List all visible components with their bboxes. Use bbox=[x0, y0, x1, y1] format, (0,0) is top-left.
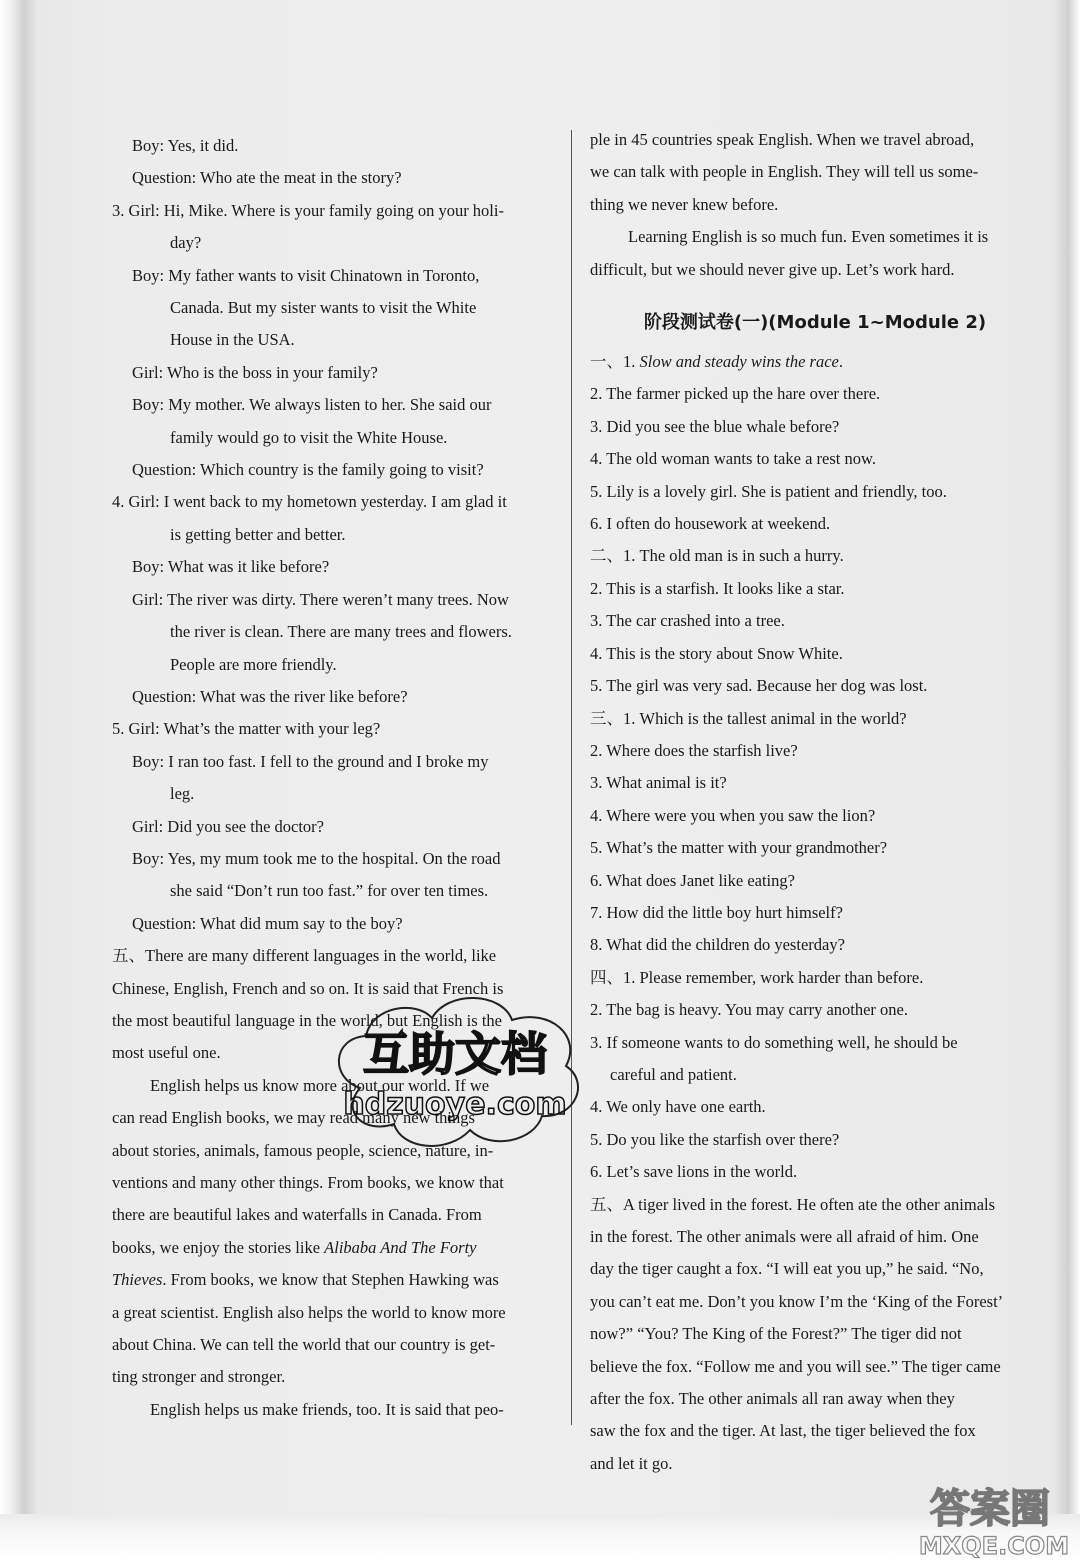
item-5-boy-2: Boy: Yes, my mum took me to the hospital. On the road bbox=[132, 848, 501, 868]
page-right-edge bbox=[1054, 0, 1080, 1560]
item-4-question: Question: What was the river like before? bbox=[132, 686, 408, 706]
passage-line: ting stronger and stronger. bbox=[112, 1367, 286, 1387]
answer-line: 5. What’s the matter with your grandmother? bbox=[590, 838, 888, 858]
answer-line: 2. The farmer picked up the hare over there. bbox=[590, 384, 881, 404]
passage-line: day the tiger caught a fox. “I will eat you up,” he said. “No, bbox=[590, 1259, 984, 1279]
item-3-boy-cont: Canada. But my sister wants to visit the White bbox=[170, 298, 477, 318]
item-5-girl: 5. Girl: What’s the matter with your leg? bbox=[112, 719, 381, 739]
item-5-boy-2-cont: she said “Don’t run too fast.” for over ten times. bbox=[170, 881, 489, 901]
book-title-italic: Thieves bbox=[112, 1270, 163, 1290]
answer-line-cont: careful and patient. bbox=[610, 1064, 737, 1084]
passage-line: ventions and many other things. From books, we know that bbox=[112, 1173, 504, 1192]
passage-text: books, we enjoy the stories like bbox=[112, 1237, 325, 1257]
answer-line: 3. What animal is it? bbox=[590, 773, 727, 793]
answer-line: 6. What does Janet like eating? bbox=[590, 870, 795, 890]
passage-line: believe the fox. “Follow me and you will see.” The tiger came bbox=[590, 1356, 1001, 1376]
answer-line bbox=[590, 346, 1040, 378]
answer-line: 4. Where were you when you saw the lion? bbox=[590, 805, 876, 825]
answer-italic: Slow and steady wins the race bbox=[639, 352, 839, 372]
answer-punct: . bbox=[838, 352, 843, 372]
corner-logo-chinese: 答案圈 bbox=[930, 1486, 1050, 1532]
answer-number: 一、1. bbox=[590, 352, 640, 372]
answer-line: 3. If someone wants to do something well, he should be bbox=[590, 1032, 958, 1052]
passage-line: and let it go. bbox=[590, 1453, 673, 1473]
passage-line: thing we never knew before. bbox=[590, 194, 779, 214]
book-title-italic: Alibaba And The Forty bbox=[324, 1237, 477, 1257]
left-column bbox=[112, 130, 558, 1426]
watermark-chinese: 互助文档 bbox=[363, 1027, 547, 1081]
corner-logo-url: MXQE.COM bbox=[918, 1532, 1070, 1560]
passage-line: the most beautiful language in the world, but English is the bbox=[112, 1010, 502, 1030]
passage-line: now?” “You? The King of the Forest?” The tiger did not bbox=[590, 1324, 962, 1344]
column-divider bbox=[571, 130, 572, 1425]
answer-line: 二、1. The old man is in such a hurry. bbox=[590, 546, 844, 566]
item-3-boy: Boy: My father wants to visit Chinatown in Toronto, bbox=[132, 265, 480, 285]
passage-line bbox=[112, 1264, 558, 1296]
dialog-line: Boy: Yes, it did. bbox=[132, 136, 239, 155]
item-4-boy: Boy: What was it like before? bbox=[132, 557, 330, 577]
answer-line: 3. The car crashed into a tree. bbox=[590, 611, 785, 631]
passage-line: Learning English is so much fun. Even sometimes it is bbox=[628, 227, 989, 247]
right-column bbox=[590, 124, 1040, 1480]
passage-line: most useful one. bbox=[112, 1043, 221, 1063]
answer-line: 6. I often do housework at weekend. bbox=[590, 514, 831, 534]
question-line: Question: Who ate the meat in the story? bbox=[132, 168, 402, 188]
hdzuoye-watermark bbox=[320, 978, 590, 1168]
item-4-girl-2-cont: People are more friendly. bbox=[170, 654, 337, 674]
answer-line: 5. Lily is a lovely girl. She is patient and friendly, too. bbox=[590, 481, 947, 501]
passage-line bbox=[112, 1232, 558, 1264]
passage-line: difficult, but we should never give up. Let’s work hard. bbox=[590, 259, 955, 279]
passage-line: in the forest. The other animals were all afraid of him. One bbox=[590, 1227, 979, 1246]
answer-line: 4. This is the story about Snow White. bbox=[590, 643, 843, 663]
item-4-girl-cont: is getting better and better. bbox=[170, 524, 346, 544]
item-3-girl-2: Girl: Who is the boss in your family? bbox=[132, 362, 378, 382]
item-5-boy-cont: leg. bbox=[170, 784, 195, 804]
item-5-girl-2: Girl: Did you see the doctor? bbox=[132, 816, 324, 836]
passage-line: 五、There are many different languages in the world, like bbox=[112, 946, 497, 966]
item-4-girl-2-cont: the river is clean. There are many trees and flowers. bbox=[170, 622, 512, 642]
passage-line: a great scientist. English also helps the world to know more bbox=[112, 1302, 506, 1322]
binding-edge bbox=[0, 0, 36, 1560]
passage-line: 五、A tiger lived in the forest. He often ate the other animals bbox=[590, 1194, 996, 1214]
answer-line: 6. Let’s save lions in the world. bbox=[590, 1162, 798, 1182]
passage-text: . From books, we know that Stephen Hawking was bbox=[162, 1270, 499, 1290]
answer-line: 2. This is a starfish. It looks like a star. bbox=[590, 578, 845, 598]
answer-line: 5. Do you like the starfish over there? bbox=[590, 1129, 840, 1149]
passage-line: ple in 45 countries speak English. When we travel abroad, bbox=[590, 130, 975, 149]
item-3-boy-2: Boy: My mother. We always listen to her. She said our bbox=[132, 395, 492, 415]
answer-line: 7. How did the little boy hurt himself? bbox=[590, 902, 843, 922]
answer-line: 三、1. Which is the tallest animal in the world? bbox=[590, 708, 907, 728]
item-3-question: Question: Which country is the family going to visit? bbox=[132, 460, 484, 480]
answer-line: 5. The girl was very sad. Because her dog was lost. bbox=[590, 676, 928, 696]
passage-line: saw the fox and the tiger. At last, the tiger believed the fox bbox=[590, 1421, 976, 1441]
answer-line: 8. What did the children do yesterday? bbox=[590, 935, 845, 955]
passage-line: about stories, animals, famous people, science, nature, in- bbox=[112, 1140, 494, 1160]
answer-line: 4. We only have one earth. bbox=[590, 1097, 766, 1117]
item-5-boy: Boy: I ran too fast. I fell to the ground and I broke my bbox=[132, 751, 489, 771]
item-3-girl: 3. Girl: Hi, Mike. Where is your family going on your holi- bbox=[112, 200, 504, 220]
item-3-boy-2-cont: family would go to visit the White House. bbox=[170, 427, 448, 447]
passage-line: Chinese, English, French and so on. It is said that French is bbox=[112, 978, 504, 998]
item-5-question: Question: What did mum say to the boy? bbox=[132, 913, 403, 933]
passage-line: there are beautiful lakes and waterfalls in Canada. From bbox=[112, 1205, 482, 1225]
passage-line: you can’t eat me. Don’t you know I’m the ‘King of the Forest’ bbox=[590, 1291, 1004, 1311]
passage-line: English helps us know more about our world. If we bbox=[150, 1075, 490, 1095]
mxqe-corner-logo bbox=[898, 1470, 1078, 1560]
answer-line: 四、1. Please remember, work harder than before. bbox=[590, 967, 924, 987]
watermark-url: hdzuoye.com bbox=[343, 1087, 567, 1122]
answer-line: 2. Where does the starfish live? bbox=[590, 740, 798, 760]
passage-line: English helps us make friends, too. It is said that peo- bbox=[150, 1399, 504, 1419]
passage-line: about China. We can tell the world that our country is get- bbox=[112, 1335, 496, 1355]
passage-line: can read English books, we may read many new things bbox=[112, 1108, 475, 1128]
answer-line: 3. Did you see the blue whale before? bbox=[590, 416, 840, 436]
item-4-girl-2: Girl: The river was dirty. There weren’t many trees. Now bbox=[132, 589, 509, 609]
section-title: 阶段测试卷(一)(Module 1~Module 2) bbox=[643, 312, 987, 334]
answer-line: 2. The bag is heavy. You may carry another one. bbox=[590, 1000, 909, 1020]
answer-line: 4. The old woman wants to take a rest now. bbox=[590, 449, 876, 469]
item-3-boy-cont: House in the USA. bbox=[170, 330, 295, 350]
passage-line: after the fox. The other animals all ran away when they bbox=[590, 1389, 955, 1409]
item-3-girl-cont: day? bbox=[170, 233, 202, 253]
passage-line: we can talk with people in English. They will tell us some- bbox=[590, 162, 979, 182]
item-4-girl: 4. Girl: I went back to my hometown yesterday. I am glad it bbox=[112, 492, 507, 512]
